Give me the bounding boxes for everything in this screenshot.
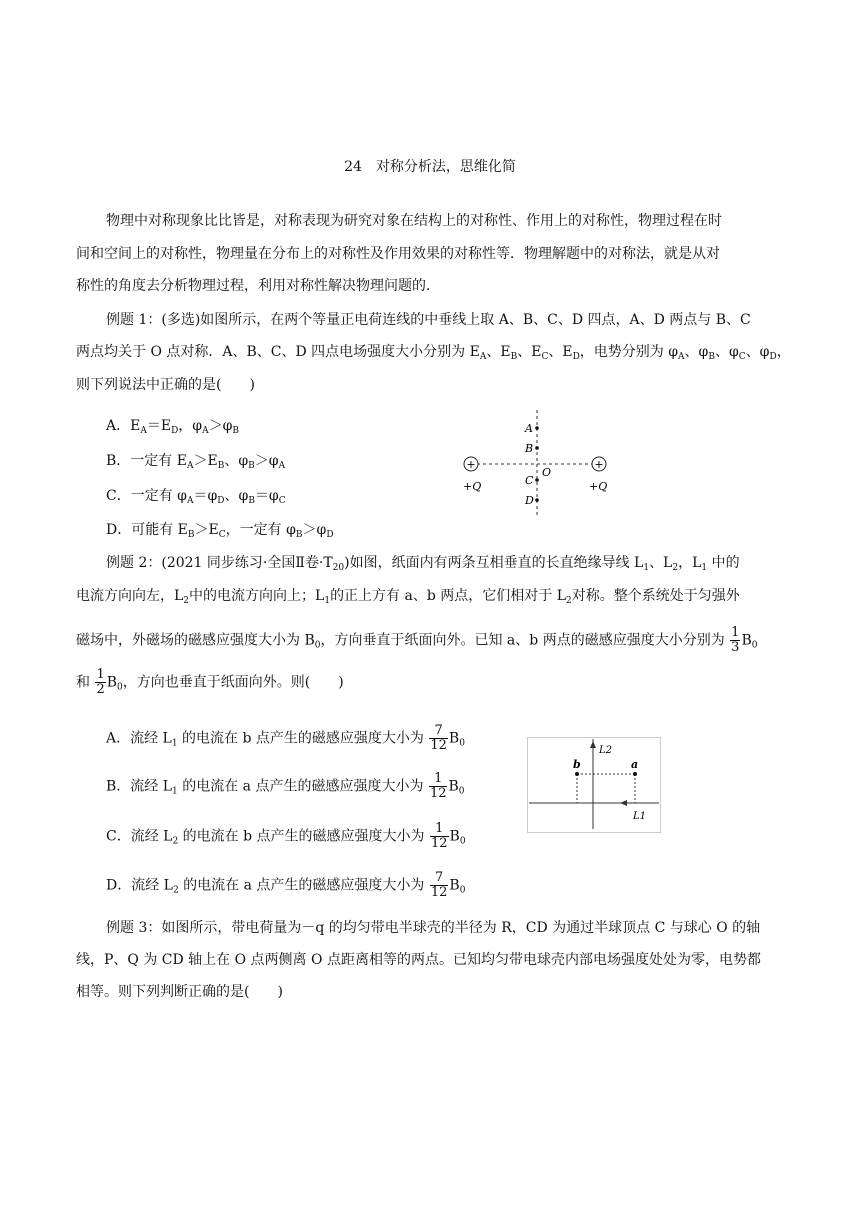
intro-line-1: 物理中对称现象比比皆是，对称表现为研究对象在结构上的对称性、作用上的对称性，物理过程在时 (106, 213, 722, 229)
ex3-line-3: 相等。则下列判断正确的是( ) (76, 984, 283, 1000)
ex3-line-2: 线，P、Q 为 CD 轴上在 O 点两侧离 O 点距离相等的两点。已知均匀带电球壳内部电场强度处处为零，电势都 (76, 952, 761, 968)
label-O: O (542, 466, 552, 479)
ex2-option-d: D．流经 $L_2$ 的电流在 a 点产生的磁感应强度大小为 $\frac{7}{12}$ $B_0$ (106, 870, 466, 900)
ex2-option-a: A．流经 $L_1$ 的电流在 b 点产生的磁感应强度大小为 $\frac{7}{12}$ $B_0$ (106, 723, 465, 753)
ex1-option-c: C．一定有 $\varphi_A=\varphi_D$、$\varphi_B=\varphi_C$ (106, 488, 286, 506)
label-q-left: +Q (463, 480, 482, 493)
ex2-wire-figure (527, 737, 661, 833)
ex2-line-3: 磁场中，外磁场的磁感应强度大小为 $B_0$，方向垂直于纸面向外。已知 a、b 两点的磁感应强度大小分别为 $\frac{1}{3}$ $B_0$ (76, 625, 758, 655)
ex2-line-4: 和 $\frac{1}{2}$ $B_0$，方向也垂直于纸面向外。则( ) (76, 667, 344, 697)
ex1-option-a: A．$E_A=E_D$，$\varphi_A>\varphi_B$ (106, 418, 240, 436)
label-a: a (631, 758, 639, 771)
ex1-line2-text: 两点均关于 O 点对称．A、B、C、D 四点电场强度大小分别为 E (76, 344, 480, 360)
ex1-line-1: 例题 1：(多选)如图所示，在两个等量正电荷连线的中垂线上取 A、B、C、D 四点，A、D 两点与 B、C (106, 312, 751, 328)
label-b: b (573, 758, 581, 771)
ex1-line2-potential: ，电势分别为 φ (579, 344, 679, 360)
ex3-line-1: 例题 3：如图所示，带电荷量为－q 的均匀带电半球壳的半径为 R，CD 为通过半球顶点 C 与球心 O 的轴 (106, 920, 761, 936)
page-title: 24 对称分析法，思维化简 (344, 159, 516, 175)
intro-line-2: 间和空间上的对称性，物理量在分布上的对称性及作用效果的对称性等．物理解题中的对称法，就是从对 (76, 246, 720, 262)
ex1-charge-figure (455, 408, 620, 518)
ex2-line-2: 电流方向向左，$L_2$中的电流方向向上；$L_1$的正上方有 a、b 两点，它们相对于 $L_2$对称。整个系统处于匀强外 (76, 588, 740, 606)
label-D: D (525, 494, 534, 507)
intro-line-3: 称性的角度去分析物理过程，利用对称性解决物理问题的． (76, 278, 440, 294)
svg-text:+: + (466, 458, 476, 471)
label-L1: L1 (633, 811, 647, 822)
label-C: C (525, 474, 534, 487)
svg-text:+: + (594, 458, 604, 471)
label-L2: L2 (599, 745, 613, 756)
ex2-option-c: C．流经 $L_2$ 的电流在 b 点产生的磁感应强度大小为 $\frac{1}{12}$ $B_0$ (106, 821, 466, 851)
label-q-right: +Q (589, 480, 608, 493)
ex2-option-b: B．流经 $L_1$ 的电流在 a 点产生的磁感应强度大小为 $\frac{1}{12}$ $B_0$ (106, 771, 465, 801)
ex2-line-1: 例题 2：(2021 同步练习·全国Ⅱ卷$\cdot T_{20}$)如图，纸面内有两条互相垂直的长直绝缘导线 $L_1$、$L_2$，$L_1$ 中的 (106, 555, 740, 573)
label-B: B (525, 442, 534, 455)
ex1-line-2: 两点均关于 O 点对称．A、B、C、D 四点电场强度大小分别为 $E_A$、$E_B$、$E_C$、$E_D$，电势分别为 $\varphi_A$、$\varphi_B$、$\varphi_C$、$\varphi_D$， (76, 344, 791, 362)
ex1-option-b: B．一定有 $E_A>E_B$、$\varphi_B>\varphi_A$ (106, 453, 286, 471)
label-A: A (525, 422, 533, 435)
ex1-line-3: 则下列说法中正确的是( ) (76, 377, 255, 393)
ex1-option-d: D．可能有 $E_B>E_C$，一定有 $\varphi_B>\varphi_D$ (106, 522, 334, 540)
